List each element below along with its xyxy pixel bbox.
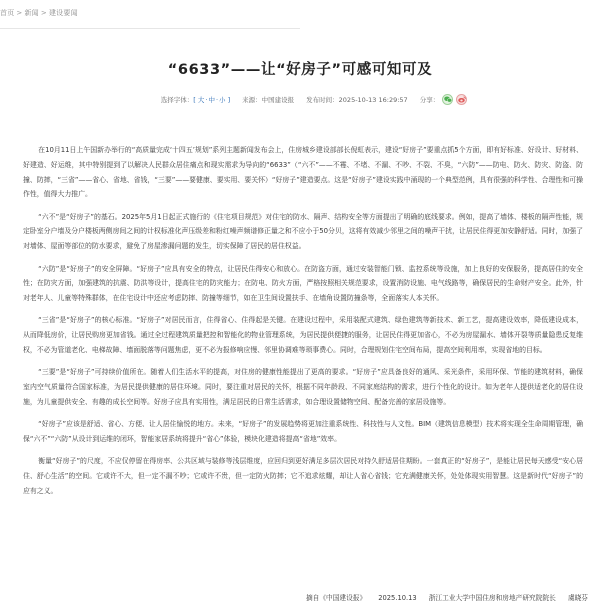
font-size-small[interactable]: 小 [219,96,226,104]
article-body [23,143,583,506]
attribution-excerpt: 摘自《中国建设报》 [305,594,367,602]
article-title: “6633”——让“好房子”可感可知可及 [167,61,433,78]
breadcrumb-separator: > [16,9,23,17]
breadcrumb [0,8,78,18]
share [420,94,468,105]
paragraph: “三要”是“好房子”可持续价值所在。随着人们生活水平的提高，对住房的健康性能提出了更高的要求。“好房子”应具备良好的通风、采光条件，采用环保、节能的建筑材料，确保室内空气质量符合国家标准，为居民提供健康的居住环境。同时，要注重对居民的关怀，根据不同年龄段、不同家庭结构的需求，进行个性化的设计。如为老年人提供适老化的居住设施，为儿童提供安全、有趣的成长空间等。好房子应具有实用性，满足居民的日常生活需求，如合理设置储物空间、配备完善的家居设施等。 [23,368,583,406]
publish-time-value: 2025-10-13 16:29:57 [338,95,408,104]
font-size-selector [161,95,230,104]
source-value: 中国建设报 [261,96,295,104]
source [242,95,294,104]
wechat-icon[interactable] [442,94,453,105]
article-meta [0,94,600,105]
breadcrumb-separator: > [40,9,47,17]
weibo-icon[interactable] [456,94,467,105]
publish-time [306,95,408,104]
paragraph: 衡量“好房子”的尺度，不应仅停留在得房率、公共区域与装修等浅层维度，应回归到更好满足多层次居民对持久舒适居住期盼。一套真正的“好房子”，是能让居民每天感受“安心居住、舒心生活”的空间。它或许不大，但一定不漏不吵；它或许不贵，但一定防火防摔；它不追求炫耀，却让人省心省钱；它充满健康关怀，处处体现实用智慧。这是新时代“好房子”的应有之义。 [23,457,583,495]
attribution-author: 虞晓芬 [567,594,588,602]
share-label: 分享： [419,96,440,104]
attribution-date: 2025.10.13 [378,594,417,602]
paragraph: 在10月11日上午国新办举行的“高质量完成‘十四五’规划”系列主题新闻发布会上，住房城乡建设部部长倪虹表示，建设“好房子”要重点抓5个方面，即有好标准、好设计、好材料、好建造、好运维，其中特别提到了以解决人民群众居住痛点和现实需求为导向的“6633”（“六不”——不霉、不堵、不漏、不吵、不裂、不臭，“六防”——防电、防火、防灾、防盗、防撞、防摔，“三省”——省心、省地、省钱，“三要”——要健康、要实用、要关怀）“好房子”建造要点。这是“好房子”建设实践中涌现的一个典型范例，具有很强的科学性、合理性和可操作性，值得大力推广。 [23,146,583,199]
source-label: 来源： [242,96,262,104]
paragraph: “好房子”应该是舒适、省心、方便、让人居住愉悦的地方。未来，“好房子”的发展趋势将更加注重系统性、科技性与人文性。BIM（建筑信息模型）技术将实现全生命周期管理，确保“六不”“六防”从设计到运维的闭环，智能家居系统将提升“省心”体验，模块化建造将提高“省地”效率。 [23,420,583,444]
article-attribution [296,592,588,602]
font-size-options: [ 大·中·小 ] [193,96,231,104]
font-select-label: 选择字体： [160,96,194,104]
breadcrumb-news[interactable]: 新闻 [24,9,39,17]
font-size-medium[interactable]: 中 [208,96,215,104]
font-size-large[interactable]: 大 [197,96,205,104]
attribution-author-title: 浙江工业大学中国住房和房地产研究院院长 [428,594,556,602]
breadcrumb-home[interactable]: 首页 [0,9,15,17]
paragraph: “六防”是“好房子”的安全屏障。“好房子”应具有安全的特点，让居民住得安心和放心。在防盗方面，通过安装智能门锁、监控系统等设施，加上良好的安保服务，提高居住的安全性；在防灾方面，加强建筑的抗震、防洪等设计，提高住宅的防灾能力；在防电、防火方面，严格按照相关规范要求，设置消防设施、电气线路等，确保居民的生命财产安全。此外，针对老年人、儿童等特殊群体，在住宅设计中还应考虑防摔、防撞等细节，如在卫生间设置扶手、在墙角设置防撞条等，全面落实人本关怀。 [23,264,583,303]
publish-label: 发布时间： [306,96,339,104]
paragraph: “六不”是“好房子”的基石。2025年5月1日起正式施行的《住宅项目规范》对住宅的防水、隔声、结构安全等方面提出了明确的底线要求。例如，提高了墙体、楼板的隔声性能，规定卧室分户墙及分户楼板两侧房间之间的计权标准化声压级差和粉红噪声频谱修正量之和不应小于50分贝，这将有效减少邻里之间的噪声干扰，让居民住得更加安静舒适。同时，加强了对墙体、屋面等部位的防水要求，避免了房屋渗漏问题的发生，切实保障了居民的居住权益。 [23,212,584,251]
breadcrumb-construction-news[interactable]: 建设要闻 [48,9,78,17]
divider [0,28,300,29]
paragraph: “三省”是“好房子”的核心标准。“好房子”对居民而言，住得省心、住得起是关键。在建设过程中，采用装配式建筑、绿色建筑等新技术、新工艺，提高建设效率，降低建设成本，从而降低房价，让居民购房更加省钱。通过全过程建筑质量把控和智能化的物业管理系统，为居民提供便捷的服务，让居民住得更加省心，不必为房屋漏水、墙体开裂等质量隐患反复维权，不必为管道老化、电梯故障、墙面脱落等问题焦虑，更不必为报修响应慢、邻里协调难等琐事费心。同时，合理规划住宅空间布局，提高空间利用率，实现省地的目标。 [23,316,583,355]
